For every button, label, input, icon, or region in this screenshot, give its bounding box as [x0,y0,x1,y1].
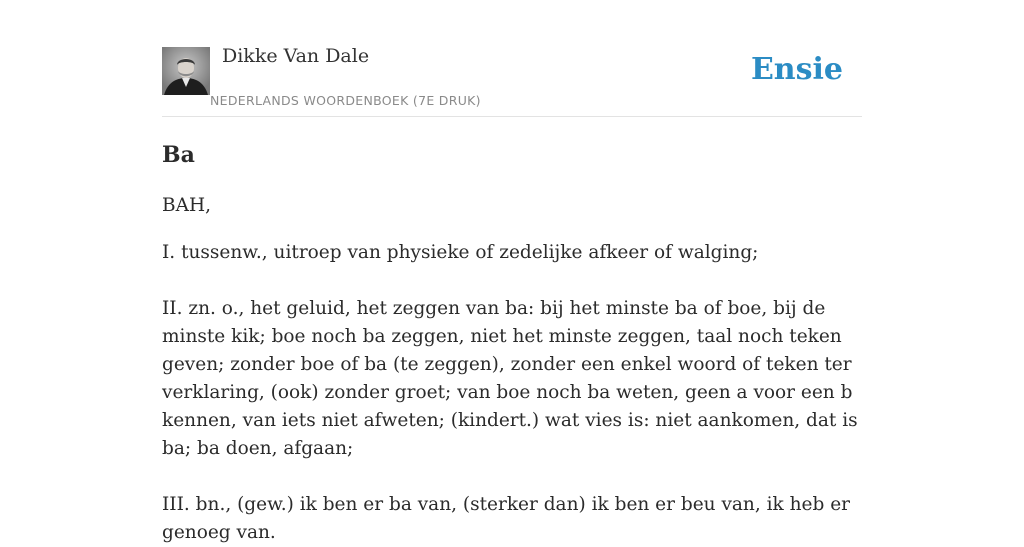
author-name[interactable]: Dikke Van Dale [222,45,370,67]
entry-sense-1: I. tussenw., uitroep van physieke of zedelijke afkeer of walging; [162,242,759,263]
brand-logo[interactable]: Ensie [750,52,843,87]
entry-sense-3: III. bn., (gew.) ik ben er ba van, (sterker dan) ik ben er beu van, ik heb er genoeg van. [162,494,850,543]
entry-headword: BAH, [162,195,211,216]
entry-title: Ba [162,142,195,168]
author-portrait-icon [162,47,210,95]
source-name[interactable]: NEDERLANDS WOORDENBOEK (7E DRUK) [210,93,481,108]
entry-content [162,140,872,547]
header [162,0,862,117]
avatar[interactable] [162,47,210,95]
entry-sense-2: II. zn. o., het geluid, het zeggen van ba: bij het minste ba of boe, bij de minste kik; boe noch ba zeggen, niet het minste zeggen, taal noch teken geven; zonder boe of ba (te zeggen), zonder een enkel woord of teken ter verklaring, (ook) zonder groet; van boe noch ba weten, geen a voor een b kennen, van iets niet afweten; (kindert.) wat vies is: niet aankomen, dat is ba; ba doen, afgaan; [162,298,858,459]
